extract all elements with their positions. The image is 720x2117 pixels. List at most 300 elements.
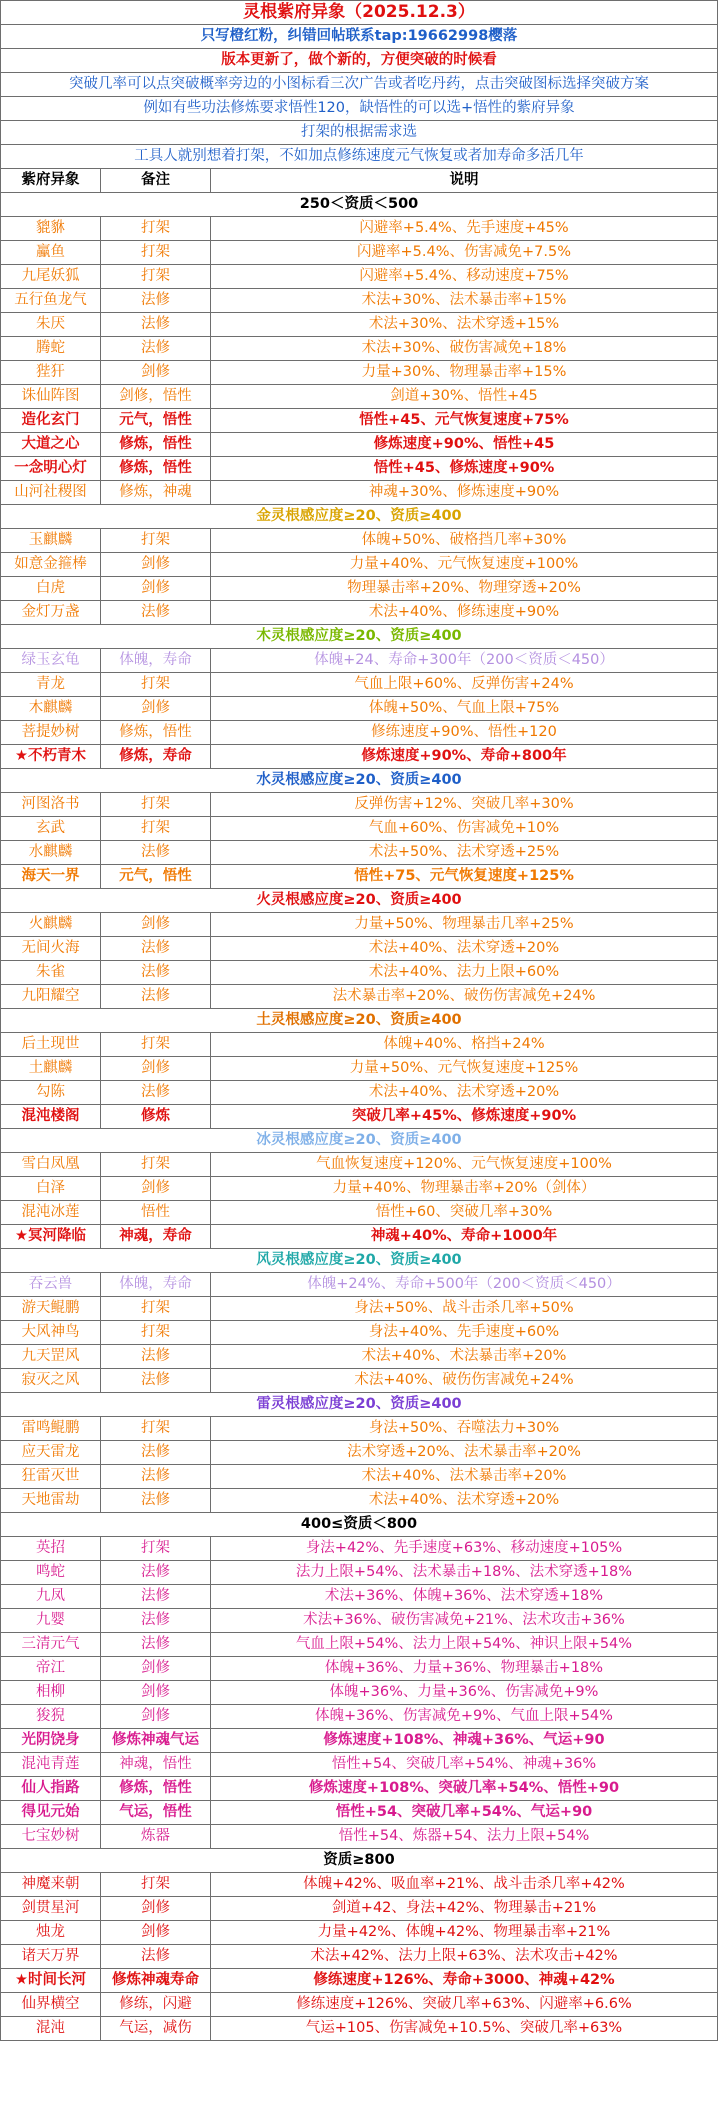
section-header: 400≤资质＜800 xyxy=(1,1513,718,1537)
section-header: 资质≥800 xyxy=(1,1849,718,1873)
cell-desc: 修炼速度+90%、悟性+45 xyxy=(211,433,718,457)
section-header: 金灵根感应度≥20、资质≥400 xyxy=(1,505,718,529)
cell-desc: 术法+40%、法术暴击率+20% xyxy=(211,1465,718,1489)
cell-note: 剑修 xyxy=(101,361,211,385)
table-row xyxy=(1,1681,718,1705)
section-row xyxy=(1,1009,718,1033)
cell-name: 水麒麟 xyxy=(1,841,101,865)
header-row xyxy=(1,145,718,169)
cell-name: 后土现世 xyxy=(1,1033,101,1057)
table-row xyxy=(1,385,718,409)
table-row xyxy=(1,1417,718,1441)
cell-desc: 体魄+42%、吸血率+21%、战斗击杀几率+42% xyxy=(211,1873,718,1897)
cell-note: 修炼，悟性 xyxy=(101,433,211,457)
table-row xyxy=(1,1321,718,1345)
cell-desc: 身法+42%、先手速度+63%、移动速度+105% xyxy=(211,1537,718,1561)
cell-desc: 悟性+54、炼器+54、法力上限+54% xyxy=(211,1825,718,1849)
cell-note: 法修 xyxy=(101,289,211,313)
cell-note: 剑修 xyxy=(101,1057,211,1081)
table-row xyxy=(1,1825,718,1849)
table-row xyxy=(1,745,718,769)
table-row xyxy=(1,1441,718,1465)
cell-note: 神魂，悟性 xyxy=(101,1753,211,1777)
table-row xyxy=(1,1777,718,1801)
header-row xyxy=(1,25,718,49)
table-row xyxy=(1,1369,718,1393)
cell-desc: 修炼速度+90%、寿命+800年 xyxy=(211,745,718,769)
table-row xyxy=(1,1537,718,1561)
cell-desc: 剑道+42、身法+42%、物理暴击+21% xyxy=(211,1897,718,1921)
cell-desc: 身法+50%、吞噬法力+30% xyxy=(211,1417,718,1441)
cell-desc: 力量+42%、体魄+42%、物理暴击率+21% xyxy=(211,1921,718,1945)
cell-name: 仙界横空 xyxy=(1,1993,101,2017)
table-row xyxy=(1,577,718,601)
section-header: 雷灵根感应度≥20、资质≥400 xyxy=(1,1393,718,1417)
cell-note: 打架 xyxy=(101,1033,211,1057)
cell-desc: 术法+42%、法力上限+63%、法术攻击+42% xyxy=(211,1945,718,1969)
table-row xyxy=(1,1705,718,1729)
table-row xyxy=(1,961,718,985)
cell-note: 打架 xyxy=(101,1417,211,1441)
cell-note: 体魄，寿命 xyxy=(101,649,211,673)
cell-desc: 术法+40%、术法暴击率+20% xyxy=(211,1345,718,1369)
cell-note: 法修 xyxy=(101,1585,211,1609)
title-row xyxy=(1,1,718,25)
table-row xyxy=(1,1297,718,1321)
cell-note: 打架 xyxy=(101,1873,211,1897)
cell-desc: 体魄+36%、力量+36%、物理暴击+18% xyxy=(211,1657,718,1681)
cell-name: 仙人指路 xyxy=(1,1777,101,1801)
cell-desc: 力量+40%、物理暴击率+20%（剑体） xyxy=(211,1177,718,1201)
cell-note: 打架 xyxy=(101,241,211,265)
cell-name: 腾蛇 xyxy=(1,337,101,361)
cell-name: 神魔来朝 xyxy=(1,1873,101,1897)
table-row xyxy=(1,721,718,745)
table-row xyxy=(1,1489,718,1513)
cell-name: 混沌冰莲 xyxy=(1,1201,101,1225)
cell-name: 诸天万界 xyxy=(1,1945,101,1969)
cell-name: 造化玄门 xyxy=(1,409,101,433)
cell-note: 气运，悟性 xyxy=(101,1801,211,1825)
cell-desc: 悟性+75、元气恢复速度+125% xyxy=(211,865,718,889)
section-header: 木灵根感应度≥20、资质≥400 xyxy=(1,625,718,649)
cell-desc: 物理暴击率+20%、物理穿透+20% xyxy=(211,577,718,601)
cell-note: 修炼 xyxy=(101,1105,211,1129)
cell-name: 貔貅 xyxy=(1,217,101,241)
cell-name: 大风神鸟 xyxy=(1,1321,101,1345)
column-header-row xyxy=(1,169,718,193)
cell-name: 金灯万盏 xyxy=(1,601,101,625)
table-row xyxy=(1,529,718,553)
cell-note: 法修 xyxy=(101,841,211,865)
cell-name: 勾陈 xyxy=(1,1081,101,1105)
cell-desc: 修炼速度+108%、神魂+36%、气运+90 xyxy=(211,1729,718,1753)
cell-desc: 术法+40%、法术穿透+20% xyxy=(211,1489,718,1513)
table-row xyxy=(1,1993,718,2017)
table-row xyxy=(1,481,718,505)
cell-note: 修炼，神魂 xyxy=(101,481,211,505)
table-row xyxy=(1,1873,718,1897)
cell-note: 法修 xyxy=(101,313,211,337)
header-row xyxy=(1,97,718,121)
cell-desc: 体魄+24、寿命+300年（200＜资质＜450） xyxy=(211,649,718,673)
table-row xyxy=(1,1585,718,1609)
cell-name: 木麒麟 xyxy=(1,697,101,721)
section-header: 冰灵根感应度≥20、资质≥400 xyxy=(1,1129,718,1153)
cell-name: 游天鲲鹏 xyxy=(1,1297,101,1321)
cell-note: 打架 xyxy=(101,529,211,553)
section-row xyxy=(1,193,718,217)
cell-name: 狂雷灭世 xyxy=(1,1465,101,1489)
cell-name: 相柳 xyxy=(1,1681,101,1705)
cell-note: 法修 xyxy=(101,337,211,361)
table-row xyxy=(1,841,718,865)
cell-note: 打架 xyxy=(101,673,211,697)
cell-note: 法修 xyxy=(101,1609,211,1633)
cell-note: 剑修 xyxy=(101,913,211,937)
cell-note: 法修 xyxy=(101,1369,211,1393)
cell-name: 狻猊 xyxy=(1,1705,101,1729)
cell-name: 山河社稷图 xyxy=(1,481,101,505)
cell-name: 菩提妙树 xyxy=(1,721,101,745)
cell-desc: 力量+30%、物理暴击率+15% xyxy=(211,361,718,385)
cell-name: 帝江 xyxy=(1,1657,101,1681)
table-row xyxy=(1,1105,718,1129)
cell-desc: 法力上限+54%、法术暴击+18%、法术穿透+18% xyxy=(211,1561,718,1585)
table-row xyxy=(1,1201,718,1225)
cell-name: 朱厌 xyxy=(1,313,101,337)
table-row xyxy=(1,337,718,361)
table-row xyxy=(1,1225,718,1249)
cell-note: 打架 xyxy=(101,793,211,817)
header-row xyxy=(1,73,718,97)
cell-note: 修练，闪避 xyxy=(101,1993,211,2017)
section-row xyxy=(1,769,718,793)
tip-tool: 工具人就别想着打架，不如加点修练速度元气恢复或者加寿命多活几年 xyxy=(1,145,718,169)
cell-note: 悟性 xyxy=(101,1201,211,1225)
cell-desc: 术法+50%、法术穿透+25% xyxy=(211,841,718,865)
cell-desc: 突破几率+45%、修炼速度+90% xyxy=(211,1105,718,1129)
cell-note: 打架 xyxy=(101,265,211,289)
cell-note: 法修 xyxy=(101,1945,211,1969)
section-header: 250＜资质＜500 xyxy=(1,193,718,217)
cell-desc: 气运+105、伤害减免+10.5%、突破几率+63% xyxy=(211,2017,718,2041)
cell-note: 剑修 xyxy=(101,1921,211,1945)
cell-name: 剑贯星河 xyxy=(1,1897,101,1921)
cell-name: 英招 xyxy=(1,1537,101,1561)
cell-note: 炼器 xyxy=(101,1825,211,1849)
table-row xyxy=(1,913,718,937)
table-row xyxy=(1,1033,718,1057)
cell-note: 法修 xyxy=(101,937,211,961)
cell-note: 剑修 xyxy=(101,1681,211,1705)
cell-name: 鸁鱼 xyxy=(1,241,101,265)
table-row xyxy=(1,1057,718,1081)
cell-note: 打架 xyxy=(101,1153,211,1177)
tip-fight: 打架的根据需求选 xyxy=(1,121,718,145)
section-header: 土灵根感应度≥20、资质≥400 xyxy=(1,1009,718,1033)
cell-name: 吞云兽 xyxy=(1,1273,101,1297)
author-note: 只写橙红粉，纠错回帖联系tap:19662998樱落 xyxy=(1,25,718,49)
section-row xyxy=(1,1129,718,1153)
cell-note: 元气，悟性 xyxy=(101,409,211,433)
cell-note: 法修 xyxy=(101,1345,211,1369)
cell-desc: 身法+40%、先手速度+60% xyxy=(211,1321,718,1345)
cell-desc: 闪避率+5.4%、移动速度+75% xyxy=(211,265,718,289)
section-row xyxy=(1,1849,718,1873)
cell-name: 海天一界 xyxy=(1,865,101,889)
cell-name: 朱雀 xyxy=(1,961,101,985)
table-row xyxy=(1,1609,718,1633)
cell-note: 剑修，悟性 xyxy=(101,385,211,409)
table-row xyxy=(1,697,718,721)
cell-name: 寂灭之风 xyxy=(1,1369,101,1393)
table-row xyxy=(1,1465,718,1489)
table-row xyxy=(1,793,718,817)
cell-desc: 术法+40%、修练速度+90% xyxy=(211,601,718,625)
cell-note: 剑修 xyxy=(101,1897,211,1921)
cell-name: 七宝妙树 xyxy=(1,1825,101,1849)
cell-name: 雷鸣鲲鹏 xyxy=(1,1417,101,1441)
cell-name: 三清元气 xyxy=(1,1633,101,1657)
cell-note: 修炼，悟性 xyxy=(101,721,211,745)
cell-desc: 术法+30%、法术暴击率+15% xyxy=(211,289,718,313)
table-row xyxy=(1,1177,718,1201)
cell-desc: 术法+40%、法术穿透+20% xyxy=(211,937,718,961)
table-row xyxy=(1,817,718,841)
cell-name: 青龙 xyxy=(1,673,101,697)
table-row xyxy=(1,985,718,1009)
tip-breakthrough: 突破几率可以点突破概率旁边的小图标看三次广告或者吃丹药，点击突破图标选择突破方案 xyxy=(1,73,718,97)
cell-name: 五行鱼龙气 xyxy=(1,289,101,313)
cell-name: 光阴饶身 xyxy=(1,1729,101,1753)
cell-name: 河图洛书 xyxy=(1,793,101,817)
cell-name: 鸣蛇 xyxy=(1,1561,101,1585)
cell-note: 修炼神魂寿命 xyxy=(101,1969,211,1993)
table-row xyxy=(1,1921,718,1945)
cell-desc: 悟性+45、元气恢复速度+75% xyxy=(211,409,718,433)
cell-note: 元气，悟性 xyxy=(101,865,211,889)
cell-desc: 术法+36%、破伤害减免+21%、法术攻击+36% xyxy=(211,1609,718,1633)
table-row xyxy=(1,361,718,385)
cell-name: 火麒麟 xyxy=(1,913,101,937)
cell-note: 法修 xyxy=(101,961,211,985)
cell-note: 剑修 xyxy=(101,577,211,601)
cell-note: 修炼，寿命 xyxy=(101,745,211,769)
table-row xyxy=(1,1081,718,1105)
cell-name: 九婴 xyxy=(1,1609,101,1633)
cell-name: 狴犴 xyxy=(1,361,101,385)
table-row xyxy=(1,937,718,961)
cell-name: 如意金箍棒 xyxy=(1,553,101,577)
table-row xyxy=(1,1153,718,1177)
section-row xyxy=(1,505,718,529)
cell-note: 剑修 xyxy=(101,1657,211,1681)
cell-desc: 气血上限+54%、法力上限+54%、神识上限+54% xyxy=(211,1633,718,1657)
column-header-desc: 说明 xyxy=(211,169,718,193)
cell-note: 气运，减伤 xyxy=(101,2017,211,2041)
cell-note: 法修 xyxy=(101,1081,211,1105)
table-row xyxy=(1,433,718,457)
table-row xyxy=(1,1273,718,1297)
section-header: 水灵根感应度≥20、资质≥400 xyxy=(1,769,718,793)
cell-desc: 术法+40%、破伤伤害减免+24% xyxy=(211,1369,718,1393)
cell-name: 玉麒麟 xyxy=(1,529,101,553)
cell-note: 修炼，悟性 xyxy=(101,457,211,481)
cell-name: 白泽 xyxy=(1,1177,101,1201)
cell-note: 体魄，寿命 xyxy=(101,1273,211,1297)
cell-desc: 悟性+54、突破几率+54%、气运+90 xyxy=(211,1801,718,1825)
cell-name: 玄武 xyxy=(1,817,101,841)
cell-desc: 体魄+36%、力量+36%、伤害减免+9% xyxy=(211,1681,718,1705)
cell-desc: 术法+30%、破伤害减免+18% xyxy=(211,337,718,361)
column-header-name: 紫府异象 xyxy=(1,169,101,193)
cell-note: 剑修 xyxy=(101,1705,211,1729)
cell-desc: 体魄+50%、气血上限+75% xyxy=(211,697,718,721)
cell-note: 打架 xyxy=(101,217,211,241)
cell-name: 应天雷龙 xyxy=(1,1441,101,1465)
cell-desc: 体魄+50%、破格挡几率+30% xyxy=(211,529,718,553)
cell-desc: 悟性+45、修炼速度+90% xyxy=(211,457,718,481)
section-row xyxy=(1,1513,718,1537)
cell-name: 九凤 xyxy=(1,1585,101,1609)
table-row xyxy=(1,313,718,337)
cell-note: 打架 xyxy=(101,1321,211,1345)
cell-note: 神魂，寿命 xyxy=(101,1225,211,1249)
cell-desc: 闪避率+5.4%、先手速度+45% xyxy=(211,217,718,241)
section-row xyxy=(1,889,718,913)
cell-desc: 闪避率+5.4%、伤害减免+7.5% xyxy=(211,241,718,265)
cell-name: 得见元始 xyxy=(1,1801,101,1825)
table-row xyxy=(1,1657,718,1681)
cell-name: 雪白凤凰 xyxy=(1,1153,101,1177)
section-row xyxy=(1,625,718,649)
cell-desc: 体魄+24%、寿命+500年（200＜资质＜450） xyxy=(211,1273,718,1297)
cell-desc: 法术穿透+20%、法术暴击率+20% xyxy=(211,1441,718,1465)
table-row xyxy=(1,457,718,481)
cell-desc: 神魂+40%、寿命+1000年 xyxy=(211,1225,718,1249)
table-row xyxy=(1,409,718,433)
cell-name: 九阳耀空 xyxy=(1,985,101,1009)
table-row xyxy=(1,2017,718,2041)
table-row xyxy=(1,1561,718,1585)
cell-name: 无间火海 xyxy=(1,937,101,961)
cell-desc: 力量+50%、元气恢复速度+125% xyxy=(211,1057,718,1081)
cell-desc: 悟性+54、突破几率+54%、神魂+36% xyxy=(211,1753,718,1777)
cell-desc: 修练速度+126%、突破几率+63%、闪避率+6.6% xyxy=(211,1993,718,2017)
cell-desc: 法术暴击率+20%、破伤伤害减免+24% xyxy=(211,985,718,1009)
table-row xyxy=(1,649,718,673)
table-row xyxy=(1,1753,718,1777)
cell-note: 法修 xyxy=(101,1561,211,1585)
section-header: 火灵根感应度≥20、资质≥400 xyxy=(1,889,718,913)
section-row xyxy=(1,1393,718,1417)
cell-desc: 修练速度+126%、寿命+3000、神魂+42% xyxy=(211,1969,718,1993)
cell-desc: 术法+40%、法力上限+60% xyxy=(211,961,718,985)
table-row xyxy=(1,1729,718,1753)
header-row xyxy=(1,121,718,145)
cell-note: 打架 xyxy=(101,817,211,841)
cell-note: 剑修 xyxy=(101,553,211,577)
table-row xyxy=(1,601,718,625)
cell-name: ★时间长河 xyxy=(1,1969,101,1993)
cell-desc: 修练速度+90%、悟性+120 xyxy=(211,721,718,745)
cell-desc: 术法+40%、法术穿透+20% xyxy=(211,1081,718,1105)
cell-desc: 修炼速度+108%、突破几率+54%、悟性+90 xyxy=(211,1777,718,1801)
cell-note: 法修 xyxy=(101,1441,211,1465)
cell-desc: 力量+50%、物理暴击几率+25% xyxy=(211,913,718,937)
cell-name: 绿玉玄龟 xyxy=(1,649,101,673)
table-row xyxy=(1,241,718,265)
cell-name: 大道之心 xyxy=(1,433,101,457)
cell-desc: 反弹伤害+12%、突破几率+30% xyxy=(211,793,718,817)
cell-desc: 身法+50%、战斗击杀几率+50% xyxy=(211,1297,718,1321)
cell-name: 混沌楼阁 xyxy=(1,1105,101,1129)
table-row xyxy=(1,1801,718,1825)
cell-desc: 气血+60%、伤害减免+10% xyxy=(211,817,718,841)
cell-name: 混沌 xyxy=(1,2017,101,2041)
cell-desc: 气血恢复速度+120%、元气恢复速度+100% xyxy=(211,1153,718,1177)
table-row xyxy=(1,1969,718,1993)
cell-name: 诛仙阵图 xyxy=(1,385,101,409)
cell-desc: 体魄+36%、伤害减免+9%、气血上限+54% xyxy=(211,1705,718,1729)
header-row xyxy=(1,49,718,73)
cell-note: 法修 xyxy=(101,985,211,1009)
cell-desc: 剑道+30%、悟性+45 xyxy=(211,385,718,409)
cell-desc: 悟性+60、突破几率+30% xyxy=(211,1201,718,1225)
cell-note: 法修 xyxy=(101,1633,211,1657)
table-row xyxy=(1,217,718,241)
cell-desc: 体魄+40%、格挡+24% xyxy=(211,1033,718,1057)
cell-name: 九尾妖狐 xyxy=(1,265,101,289)
cell-desc: 神魂+30%、修炼速度+90% xyxy=(211,481,718,505)
cell-desc: 气血上限+60%、反弹伤害+24% xyxy=(211,673,718,697)
version-note: 版本更新了，做个新的，方便突破的时候看 xyxy=(1,49,718,73)
table-row xyxy=(1,865,718,889)
table-row xyxy=(1,553,718,577)
tip-insight: 例如有些功法修炼要求悟性120，缺悟性的可以选+悟性的紫府异象 xyxy=(1,97,718,121)
cell-name: 一念明心灯 xyxy=(1,457,101,481)
cell-name: ★不朽青木 xyxy=(1,745,101,769)
cell-desc: 术法+30%、法术穿透+15% xyxy=(211,313,718,337)
cell-note: 打架 xyxy=(101,1297,211,1321)
cell-name: ★冥河降临 xyxy=(1,1225,101,1249)
cell-note: 剑修 xyxy=(101,697,211,721)
column-header-note: 备注 xyxy=(101,169,211,193)
table-row xyxy=(1,673,718,697)
table-row xyxy=(1,1897,718,1921)
cell-name: 土麒麟 xyxy=(1,1057,101,1081)
cell-desc: 术法+36%、体魄+36%、法术穿透+18% xyxy=(211,1585,718,1609)
page-title: 灵根紫府异象（2025.12.3） xyxy=(1,1,718,25)
cell-name: 白虎 xyxy=(1,577,101,601)
section-row xyxy=(1,1249,718,1273)
table-row xyxy=(1,1633,718,1657)
cell-name: 混沌青莲 xyxy=(1,1753,101,1777)
cell-name: 天地雷劫 xyxy=(1,1489,101,1513)
cell-note: 法修 xyxy=(101,1465,211,1489)
table-row xyxy=(1,1345,718,1369)
cell-note: 修炼神魂气运 xyxy=(101,1729,211,1753)
table-row xyxy=(1,265,718,289)
cell-note: 法修 xyxy=(101,1489,211,1513)
section-header: 风灵根感应度≥20、资质≥400 xyxy=(1,1249,718,1273)
cell-name: 九天罡风 xyxy=(1,1345,101,1369)
cell-note: 打架 xyxy=(101,1537,211,1561)
cell-desc: 力量+40%、元气恢复速度+100% xyxy=(211,553,718,577)
table-row xyxy=(1,1945,718,1969)
cell-note: 法修 xyxy=(101,601,211,625)
